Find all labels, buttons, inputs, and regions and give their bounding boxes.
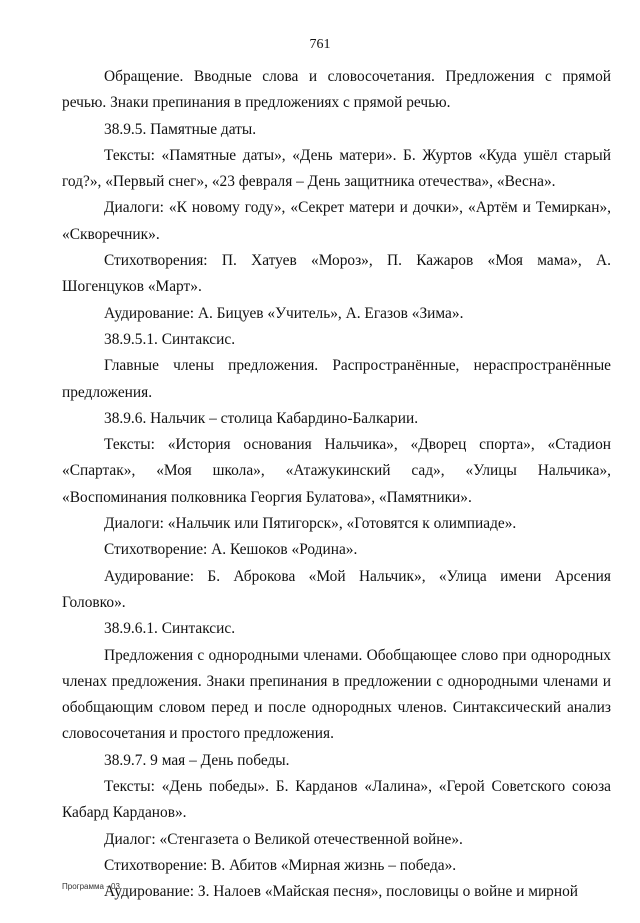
paragraph-poems-memorable-dates: Стихотворения: П. Хатуев «Мороз», П. Кажаров «Моя мама», А. Шогенцуков «Март».: [62, 252, 611, 296]
page-footer: Программа - 03: [62, 882, 120, 891]
paragraph-address-introductory-words: Обращение. Вводные слова и словосочетания. Предложения с прямой речью. Знаки препинания в предложениях с прямой речью.: [62, 68, 611, 112]
paragraph-dialogues-nalchik: Диалоги: «Нальчик или Пятигорск», «Готовятся к олимпиаде».: [104, 515, 517, 533]
paragraph-dialogues-memorable-dates: Диалоги: «К новому году», «Секрет матери и дочки», «Артём и Темиркан», «Скворечник».: [62, 199, 611, 243]
paragraph-listening-nalchik: Аудирование: Б. Аброкова «Мой Нальчик», «Улица имени Арсения Головко».: [62, 567, 611, 611]
paragraph-listening-victory-day: Аудирование: З. Налоев «Майская песня», пословицы о войне и мирной: [104, 883, 579, 901]
paragraph-texts-nalchik: Тексты: «История основания Нальчика», «Дворец спорта», «Стадион «Спартак», «Моя школа», «Атажукинский сад», «Улицы Нальчика», «Воспоминания полковника Георгия Булатова», «Памятники».: [62, 436, 611, 506]
paragraph-texts-victory-day: Тексты: «День победы». Б. Карданов «Лалина», «Герой Советского союза Кабард Карданов».: [62, 778, 611, 822]
section-heading-nalchik: 38.9.6. Нальчик – столица Кабардино-Балкарии.: [104, 409, 419, 427]
section-heading-victory-day: 38.9.7. 9 мая – День победы.: [104, 751, 290, 769]
paragraph-poem-nalchik: Стихотворение: А. Кешоков «Родина».: [104, 541, 358, 559]
paragraph-listening-memorable-dates: Аудирование: А. Бицуев «Учитель», А. Егазов «Зима».: [104, 304, 464, 322]
paragraph-homogeneous-members: Предложения с однородными членами. Обобщающее слово при однородных членах предложения. Знаки препинания в предложении с однородными членами и обобщающим словом перед и после однородных членов. Синтаксический анализ словосочетания и простого предложения.: [62, 646, 611, 743]
paragraph-texts-memorable-dates: Тексты: «Памятные даты», «День матери». Б. Журтов «Куда ушёл старый год?», «Первый снег», «23 февраля – День защитника отечества», «Весна».: [62, 146, 611, 191]
paragraph-dialogue-victory-day: Диалог: «Стенгазета о Великой отечественной войне».: [104, 830, 463, 848]
section-heading-memorable-dates: 38.9.5. Памятные даты.: [104, 120, 257, 138]
subsection-heading-syntax-2: 38.9.6.1. Синтаксис.: [104, 620, 236, 638]
paragraph-poem-victory-day: Стихотворение: В. Абитов «Мирная жизнь – победа».: [104, 856, 457, 874]
paragraph-main-sentence-members: Главные члены предложения. Распространённые, нераспространённые предложения.: [62, 357, 611, 401]
subsection-heading-syntax-1: 38.9.5.1. Синтаксис.: [104, 330, 236, 348]
page-body: [62, 64, 611, 906]
page-number: 761: [309, 37, 331, 52]
